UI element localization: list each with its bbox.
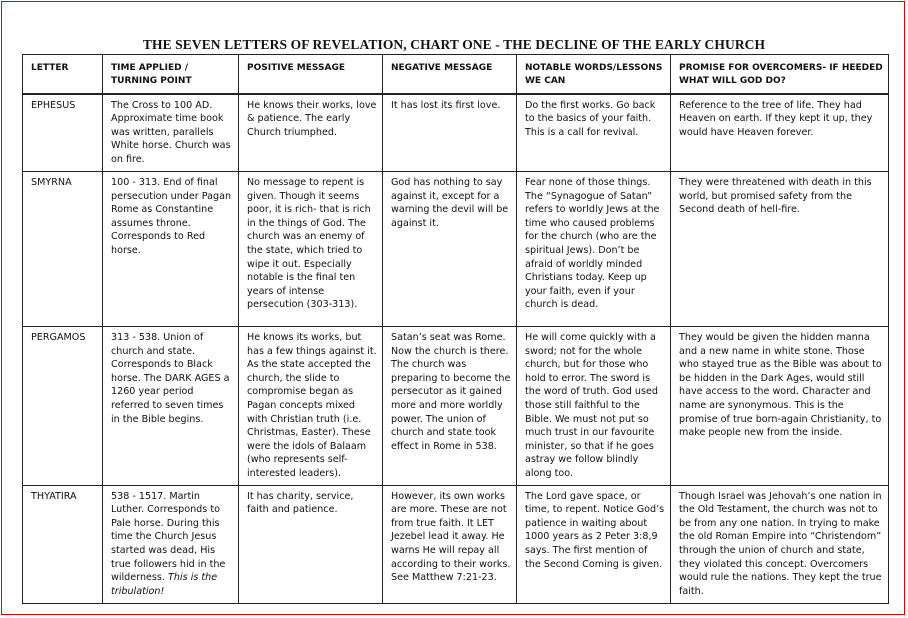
cell-letter: SMYRNA	[23, 172, 103, 327]
cell-letter: THYATIRA	[23, 485, 103, 603]
chart-title: THE SEVEN LETTERS OF REVELATION, CHART ONE - THE DECLINE OF THE EARLY CHURCH	[142, 37, 766, 52]
cell-positive: It has charity, service, faith and patience.	[239, 485, 383, 603]
cell-notable: Fear none of those things. The “Synagogue of Satan” refers to worldly Jews at the time who caused problems for the church (who are the spiritual Jews). Don’t be afraid of worldly minded Christians today. Keep up your faith, even if your church is dead.	[517, 172, 671, 327]
cell-negative: It has lost its first love.	[383, 94, 517, 172]
cell-negative: God has nothing to say against it, except for a warning the devil will be against it.	[383, 172, 517, 327]
cell-positive: No message to repent is given. Though it seems poor, it is rich- that is rich in the things of God. The church was an enemy of the state, which tried to wipe it out. Especially notable is the final ten years of intense persecution (303-313).	[239, 172, 383, 327]
time-emphasis: This is the tribulation!	[111, 572, 218, 597]
cell-time: The Cross to 100 AD. Approximate time book was written, parallels White horse. Church was on fire.	[103, 94, 239, 172]
cell-promise: Though Israel was Jehovah’s one nation in the Old Testament, the church was not to be from any one nation. In trying to make the old Roman Empire into “Christendom” through the union of church and state, they violated this concept. Overcomers would rule the nations. They kept the true faith.	[671, 485, 889, 603]
table-row	[23, 327, 889, 486]
cell-notable: Do the first works. Go back to the basics of your faith. This is a call for revival.	[517, 94, 671, 172]
header-row	[23, 55, 889, 94]
cell-time: 100 - 313. End of final persecution under Pagan Rome as Constantine assumes throne. Corresponds to Red horse.	[103, 172, 239, 327]
cell-time	[103, 485, 239, 603]
table-row	[23, 94, 889, 172]
time-text: 538 - 1517. Martin Luther. Corresponds to Pale horse. During this time the Church Jesus started was dead, His true followers hid in the wilderness.	[111, 490, 226, 584]
letters-table	[22, 54, 889, 604]
header-letter: LETTER	[23, 55, 103, 94]
cell-notable: The Lord gave space, or time, to repent. Notice God’s patience in waiting about 1000 years as 2 Peter 3:8,9 says. The first mention of the Second Coming is given.	[517, 485, 671, 603]
cell-negative: However, its own works are more. These are not from true faith. It LET Jezebel lead it away. He warns He will repay all according to their works. See Matthew 7:21-23.	[383, 485, 517, 603]
header-time: TIME APPLIED / TURNING POINT	[103, 55, 239, 94]
cell-positive: He knows its works, but has a few things against it. As the state accepted the church, the slide to compromise began as Pagan concepts mixed with Christian truth (i.e. Christmas, Easter). These were the idols of Balaam (who represents self-interested leaders).	[239, 327, 383, 486]
cell-promise: Reference to the tree of life. They had Heaven on earth. If they kept it up, they would have Heaven forever.	[671, 94, 889, 172]
table-row	[23, 172, 889, 327]
cell-negative: Satan’s seat was Rome. Now the church is there. The church was preparing to become the persecutor as it gained more and more worldly power. The union of church and state took effect in Rome in 538.	[383, 327, 517, 486]
header-notable: NOTABLE WORDS/LESSONS WE CAN	[517, 55, 671, 94]
cell-time: 313 - 538. Union of church and state. Corresponds to Black horse. The DARK AGES a 1260 year period referred to seven times in the Bible begins.	[103, 327, 239, 486]
cell-promise: They were threatened with death in this world, but promised safety from the Second death of hell-fire.	[671, 172, 889, 327]
cell-promise: They would be given the hidden manna and a new name in white stone. Those who stayed true as the Bible was about to be hidden in the Dark Ages, would still have access to the word. Character and name are synonymous. This is the promise of true born-again Christianity, to make people new from the inside.	[671, 327, 889, 486]
cell-letter: EPHESUS	[23, 94, 103, 172]
header-negative: NEGATIVE MESSAGE	[383, 55, 517, 94]
cell-positive: He knows their works, love & patience. The early Church triumphed.	[239, 94, 383, 172]
table-row	[23, 485, 889, 603]
cell-letter: PERGAMOS	[23, 327, 103, 486]
cell-notable: He will come quickly with a sword; not for the whole church, but for those who hold to error. The sword is the word of truth. God used those still faithful to the Bible. We must not put so much trust in our favourite minister, so that if he goes astray we follow blindly along too.	[517, 327, 671, 486]
header-promise: PROMISE FOR OVERCOMERS- IF HEEDED WHAT WILL GOD DO?	[671, 55, 889, 94]
header-positive: POSITIVE MESSAGE	[239, 55, 383, 94]
